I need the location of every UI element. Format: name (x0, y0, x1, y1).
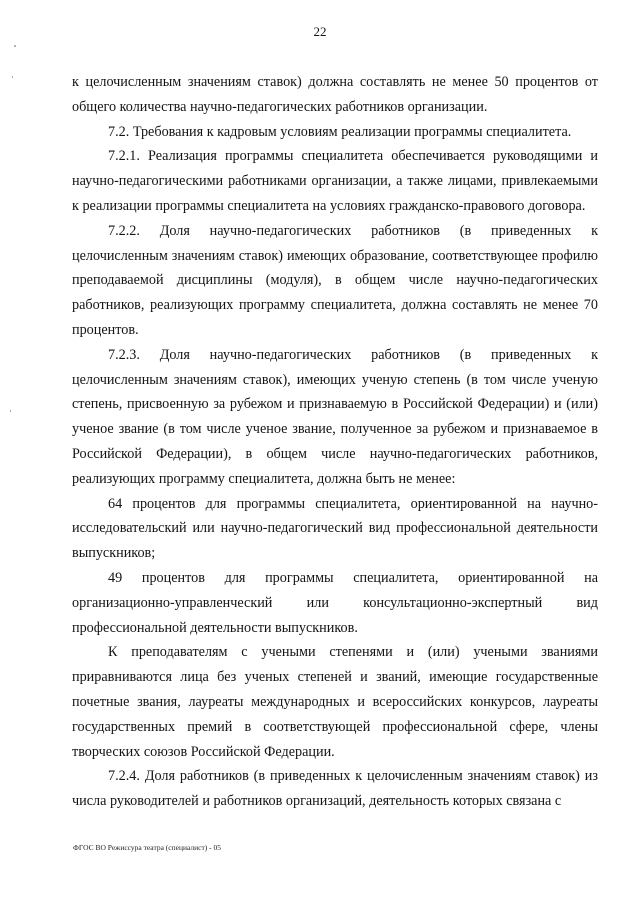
footer-caption: ФГОС ВО Режиссура театра (специалист) - 05 (73, 843, 221, 852)
scan-artifact (14, 45, 16, 47)
paragraph-teachers-equivalence: К преподавателям с учеными степенями и (или) учеными званиями приравниваются лица без ученых степеней и званий, имеющие государственные почетные звания, лауреаты международных и всероссийских конкурсов, лауреаты государственных премий в соответствующей профессиональной сфере, члены творческих союзов Российской Федерации. (72, 644, 598, 760)
paragraph-7-2-1: 7.2.1. Реализация программы специалитета обеспечивается руководящими и научно-педагогическими работниками организации, а также лицами, привлекаемыми к реализации программы специалитета на условиях гражданско-правового договора. (72, 148, 598, 214)
paragraph-64-percent: 64 процентов для программы специалитета, ориентированной на научно-исследовательский или научно-педагогический вид профессиональной деятельности выпускников; (72, 495, 598, 562)
scan-artifact (10, 410, 11, 412)
scan-artifact (12, 76, 13, 78)
page-number: 22 (313, 24, 327, 39)
paragraph-7-2-2: 7.2.2. Доля научно-педагогических работников (в приведенных к целочисленным значениям ставок) имеющих образование, соответствующее профилю преподаваемой дисциплины (модуля), в общем числе научно-педагогических работников, реализующих программу специалитета, должна составлять не менее 70 процентов. (72, 222, 598, 338)
paragraph-49-percent: 49 процентов для программы специалитета, ориентированной на организационно-управленческий или консультационно-экспертный вид профессиональной деятельности выпускников. (72, 569, 598, 636)
paragraph-7-2-4: 7.2.4. Доля работников (в приведенных к целочисленным значениям ставок) из числа руководителей и работников организаций, деятельность которых связана с (72, 768, 598, 810)
paragraph-continuation: к целочисленным значениям ставок) должна составлять не менее 50 процентов от общего количества научно-педагогических работников организации. (72, 74, 598, 115)
document-body (72, 70, 598, 814)
paragraph-7-2-3: 7.2.3. Доля научно-педагогических работников (в приведенных к целочисленным значениям ставок), имеющих ученую степень (в том числе ученую степень, присвоенную за рубежом и признаваемую в Российской Федерации) и (или) ученое звание (в том числе ученое звание, полученное за рубежом и признаваемое в Российской Федерации), в общем числе научно-педагогических работников, реализующих программу специалитета, должна быть не менее: (72, 346, 598, 487)
paragraph-7-2: 7.2. Требования к кадровым условиям реализации программы специалитета. (108, 123, 572, 140)
